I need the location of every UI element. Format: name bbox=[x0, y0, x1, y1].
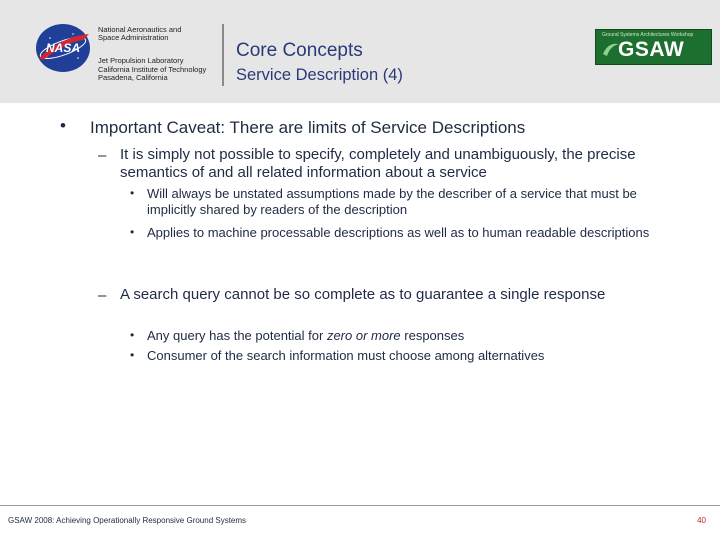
bullet-marker: • bbox=[130, 186, 135, 200]
page-number: 40 bbox=[697, 516, 706, 525]
sub-point-2: A search query cannot be so complete as to guarantee a single response bbox=[120, 286, 606, 303]
gsaw-tagline: Ground Systems Architectures Workshop bbox=[602, 32, 694, 38]
dash-marker: – bbox=[98, 287, 107, 304]
lab-name: Jet Propulsion Laboratory California Institute of Technology Pasadena, California bbox=[98, 56, 207, 82]
svg-text:NASA: NASA bbox=[45, 41, 81, 55]
slide-subtitle: Service Description (4) bbox=[236, 66, 403, 84]
nasa-logo bbox=[33, 22, 93, 74]
emphasis: zero or more bbox=[326, 328, 401, 343]
footer-divider bbox=[0, 505, 720, 506]
footer-text: GSAW 2008: Achieving Operationally Responsive Ground Systems bbox=[8, 516, 247, 525]
slide-header bbox=[0, 0, 720, 103]
sub-item: Applies to machine processable descriptions as well as to human readable descriptions bbox=[147, 225, 650, 240]
sub-item: Will always be unstated assumptions made by the describer of a service that must be implicitly shared by readers of the description bbox=[147, 186, 637, 217]
sub-item: Any query has the potential for zero or more responses bbox=[147, 328, 465, 343]
bullet-marker: • bbox=[60, 116, 66, 135]
bullet-marker: • bbox=[130, 225, 135, 239]
sub-item: Consumer of the search information must choose among alternatives bbox=[147, 348, 545, 363]
gsaw-text: GSAW bbox=[618, 38, 685, 61]
dash-marker: – bbox=[98, 147, 107, 164]
bullet-marker: • bbox=[130, 348, 135, 362]
slide-title: Core Concepts bbox=[236, 40, 363, 61]
gsaw-logo bbox=[595, 29, 712, 65]
main-point: Important Caveat: There are limits of Service Descriptions bbox=[90, 118, 526, 137]
sub-point-1: It is simply not possible to specify, completely and unambiguously, the precise semantics of and all related information about a service bbox=[120, 146, 636, 181]
agency-name: National Aeronautics and Space Administration bbox=[98, 25, 182, 42]
bullet-marker: • bbox=[130, 328, 135, 342]
header-divider bbox=[222, 24, 224, 86]
